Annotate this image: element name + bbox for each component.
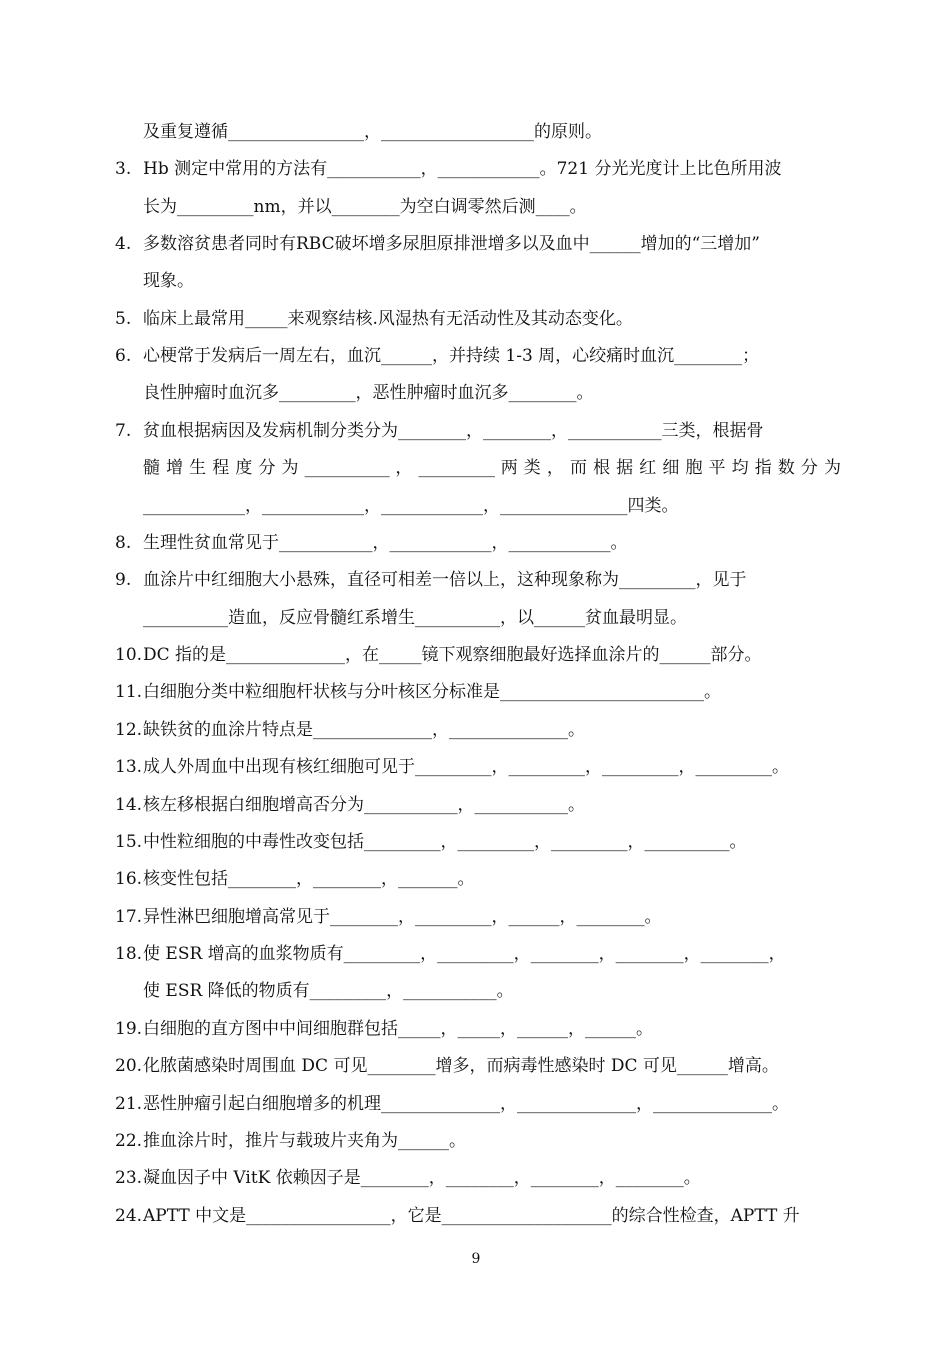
question-text: 生理性贫血常见于___________，____________，____________。 xyxy=(143,533,628,553)
line-text: ____________，____________，____________，_______________四类。 xyxy=(143,496,679,516)
question-text: 临床上最常用_____来观察结核.风湿热有无活动性及其动态变化。 xyxy=(143,309,633,329)
question-11 xyxy=(0,674,952,711)
text-line xyxy=(0,973,952,1010)
question-number: 3. xyxy=(115,159,132,179)
question-19 xyxy=(0,1011,952,1048)
question-text: DC 指的是______________，在_____镜下观察细胞最好选择血涂片的______部分。 xyxy=(143,645,762,665)
question-number: 24. xyxy=(115,1206,143,1226)
question-number: 6. xyxy=(115,346,132,366)
question-text: 白细胞的直方图中中间细胞群包括_____，_____，______，______。 xyxy=(143,1019,653,1039)
question-text: APTT 中文是_________________，它是____________________的综合性检查，APTT 升 xyxy=(143,1206,800,1226)
question-number: 15. xyxy=(115,832,143,852)
question-text: 多数溶贫患者同时有RBC破坏增多尿胆原排泄增多以及血中______增加的“三增加” xyxy=(143,234,760,254)
text-line xyxy=(0,189,952,226)
question-text: 贫血根据病因及发病机制分类分为________，________，___________三类，根据骨 xyxy=(143,421,764,441)
question-text: 心梗常于发病后一周左右，血沉______，并持续 1-3 周，心绞痛时血沉________； xyxy=(143,346,760,366)
question-text: 使 ESR 增高的血浆物质有_________，_________，________，________，________， xyxy=(143,944,786,964)
question-number: 12. xyxy=(115,720,143,740)
line-text: 长为_________nm，并以________为空白调零然后测____。 xyxy=(143,197,587,217)
question-text: 成人外周血中出现有核红细胞可见于_________，_________，_________，_________。 xyxy=(143,757,789,777)
question-number: 20. xyxy=(115,1056,143,1076)
question-text: 中性粒细胞的中毒性改变包括_________，_________，_________，__________。 xyxy=(143,832,747,852)
question-text: 缺铁贫的血涂片特点是______________，______________。 xyxy=(143,720,585,740)
question-number: 8. xyxy=(115,533,132,553)
question-24 xyxy=(0,1198,952,1235)
question-number: 7. xyxy=(115,421,132,441)
question-number: 13. xyxy=(115,757,143,777)
text-line xyxy=(0,600,952,637)
question-text: 异性淋巴细胞增高常见于________，_________，______，________。 xyxy=(143,907,662,927)
text-line xyxy=(0,488,952,525)
question-number: 16. xyxy=(115,869,143,889)
question-number: 19. xyxy=(115,1019,143,1039)
question-7 xyxy=(0,413,952,450)
question-15 xyxy=(0,824,952,861)
question-10 xyxy=(0,637,952,674)
line-text: 髓 增 生 程 度 分 为 __________ ， _________ 两 类 ， 而 根 据 红 细 胞 平 均 指 数 分 为 xyxy=(143,458,841,478)
question-text: 推血涂片时，推片与载玻片夹角为______。 xyxy=(143,1131,466,1151)
question-18 xyxy=(0,936,952,973)
page-number: 9 xyxy=(471,1251,481,1267)
question-8 xyxy=(0,525,952,562)
question-22 xyxy=(0,1123,952,1160)
question-text: 血涂片中红细胞大小悬殊，直径可相差一倍以上，这种现象称为_________，见于 xyxy=(143,570,747,590)
question-16 xyxy=(0,861,952,898)
question-20 xyxy=(0,1048,952,1085)
question-4 xyxy=(0,226,952,263)
question-number: 22. xyxy=(115,1131,143,1151)
question-23 xyxy=(0,1160,952,1197)
text-line xyxy=(0,263,952,300)
question-number: 21. xyxy=(115,1094,143,1114)
text-line xyxy=(0,375,952,412)
line-text: 良性肿瘤时血沉多_________，恶性肿瘤时血沉多________。 xyxy=(143,383,594,403)
question-14 xyxy=(0,787,952,824)
question-number: 5. xyxy=(115,309,132,329)
question-9 xyxy=(0,562,952,599)
question-number: 23. xyxy=(115,1168,143,1188)
question-number: 18. xyxy=(115,944,143,964)
question-number: 14. xyxy=(115,795,143,815)
question-12 xyxy=(0,712,952,749)
question-text: 凝血因子中 VitK 依赖因子是________，________，________，________。 xyxy=(143,1168,701,1188)
question-17 xyxy=(0,899,952,936)
question-number: 9. xyxy=(115,570,132,590)
line-text: 现象。 xyxy=(143,271,194,291)
question-number: 4. xyxy=(115,234,132,254)
question-text: 化脓菌感染时周围血 DC 可见________增多，而病毒性感染时 DC 可见______增高。 xyxy=(143,1056,779,1076)
question-13 xyxy=(0,749,952,786)
question-number: 10. xyxy=(115,645,143,665)
question-5 xyxy=(0,301,952,338)
question-text: 核左移根据白细胞增高否分为___________，___________。 xyxy=(143,795,585,815)
question-6 xyxy=(0,338,952,375)
question-number: 11. xyxy=(115,682,143,702)
text-line xyxy=(0,450,952,487)
question-text: Hb 测定中常用的方法有___________，____________。721 分光光度计上比色所用波 xyxy=(143,159,782,179)
line-text: 使 ESR 降低的物质有_________，___________。 xyxy=(143,981,514,1001)
question-text: 恶性肿瘤引起白细胞增多的机理______________，______________，______________。 xyxy=(143,1094,789,1114)
line-text: 及重复遵循________________，__________________的原则。 xyxy=(143,122,602,142)
question-text: 白细胞分类中粒细胞杆状核与分叶核区分标准是________________________。 xyxy=(143,682,721,702)
question-21 xyxy=(0,1086,952,1123)
question-number: 17. xyxy=(115,907,143,927)
line-text: __________造血，反应骨髓红系增生__________，以______贫血最明显。 xyxy=(143,608,687,628)
question-3 xyxy=(0,151,952,188)
question-text: 核变性包括________，________，_______。 xyxy=(143,869,475,889)
text-line xyxy=(0,114,952,151)
